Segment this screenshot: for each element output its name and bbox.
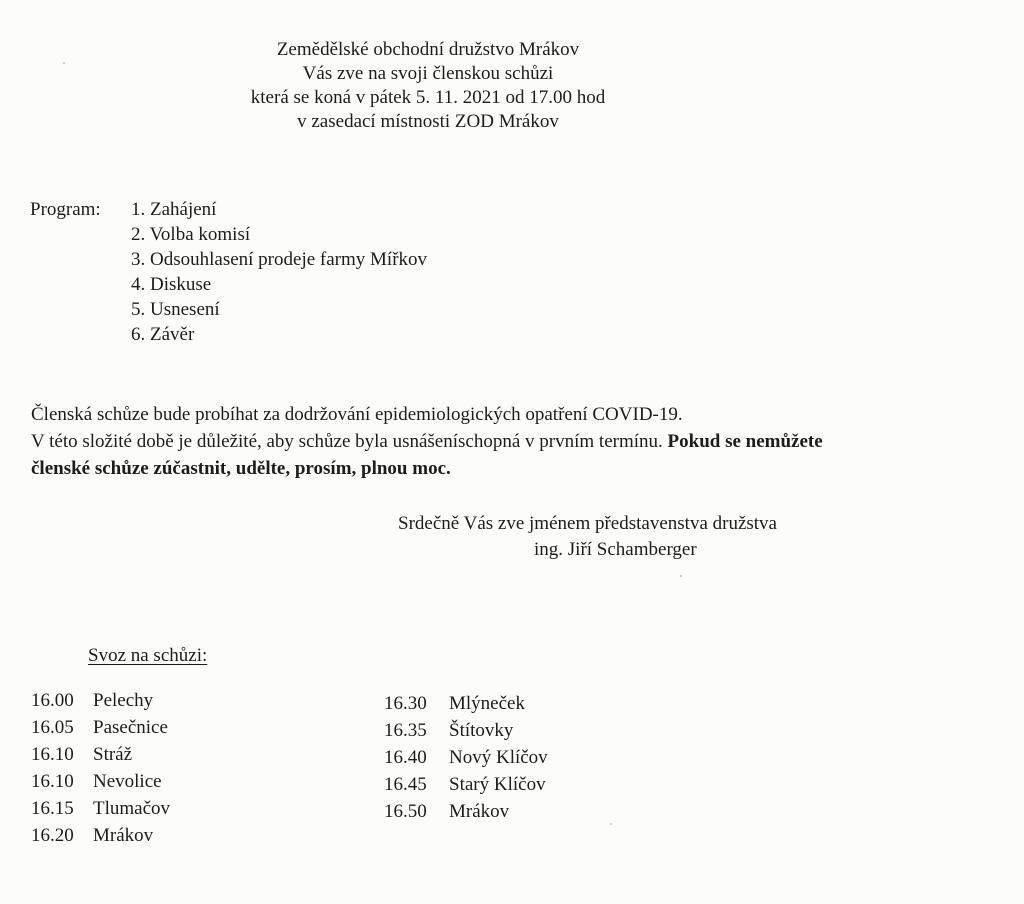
- program-list: [131, 197, 427, 347]
- invitation-line: Vás zve na svoji členskou schůzi: [302, 63, 554, 84]
- schedule-row: [384, 798, 548, 825]
- pickup-time: 16.15: [31, 798, 74, 819]
- pickup-time: 16.05: [31, 717, 74, 738]
- pickup-time: 16.45: [384, 774, 427, 795]
- schedule-row: [31, 687, 170, 714]
- program-label: Program:: [30, 199, 101, 220]
- meeting-location-line: v zasedací místnosti ZOD Mrákov: [297, 111, 559, 132]
- meeting-date-line: která se koná v pátek 5. 11. 2021 od 17.00 hod: [250, 87, 606, 108]
- transport-schedule-left: [31, 687, 170, 849]
- program-item: 5. Usnesení: [131, 299, 220, 320]
- proxy-request-start: Pokud se nemůžete: [667, 431, 823, 452]
- scan-speck: [610, 823, 612, 825]
- schedule-row: [31, 768, 170, 795]
- pickup-time: 16.40: [384, 747, 427, 768]
- notice-line-1: Členská schůze bude probíhat za dodržování epidemiologických opatření COVID-19.: [31, 404, 683, 425]
- pickup-place: Nevolice: [93, 771, 162, 792]
- covid-notice: [31, 401, 1021, 482]
- invitation-header: [0, 38, 856, 134]
- schedule-row: [31, 741, 170, 768]
- pickup-time: 16.20: [31, 825, 74, 846]
- cooperative-name: Zemědělské obchodní družstvo Mrákov: [276, 39, 580, 60]
- signature-greeting: Srdečně Vás zve jménem představenstva družstva: [398, 513, 777, 534]
- program-item: 3. Odsouhlasení prodeje farmy Mířkov: [131, 249, 428, 270]
- pickup-place: Mrákov: [449, 801, 510, 822]
- pickup-place: Mrákov: [93, 825, 154, 846]
- notice-line-2-text: V této složité době je důležité, aby schůze byla usnášeníschopná v prvním termínu.: [31, 431, 663, 452]
- schedule-row: [384, 744, 548, 771]
- schedule-row: [31, 822, 170, 849]
- schedule-row: [384, 690, 548, 717]
- notice-line-3: [31, 455, 1021, 482]
- pickup-time: 16.00: [31, 690, 74, 711]
- program-item: 6. Závěr: [131, 324, 195, 345]
- program-item: 1. Zahájení: [131, 199, 217, 220]
- schedule-row: [31, 795, 170, 822]
- pickup-place: Pelechy: [93, 690, 154, 711]
- pickup-place: Nový Klíčov: [449, 747, 548, 768]
- pickup-time: 16.50: [384, 801, 427, 822]
- schedule-row: [31, 714, 170, 741]
- pickup-place: Tlumačov: [93, 798, 171, 819]
- scan-speck: [63, 62, 65, 64]
- pickup-place: Stráž: [93, 744, 133, 765]
- pickup-time: 16.10: [31, 744, 74, 765]
- signatory-name: ing. Jiří Schamberger: [534, 539, 697, 560]
- pickup-time: 16.10: [31, 771, 74, 792]
- pickup-place: Štítovky: [449, 720, 514, 741]
- pickup-place: Starý Klíčov: [449, 774, 546, 795]
- pickup-time: 16.30: [384, 693, 427, 714]
- transport-heading: Svoz na schůzi:: [88, 645, 208, 666]
- pickup-place: Mlýneček: [449, 693, 525, 714]
- transport-schedule-right: [384, 690, 548, 825]
- proxy-request-end: členské schůze zúčastnit, udělte, prosím, plnou moc.: [31, 458, 451, 479]
- scan-speck: [680, 575, 682, 577]
- program-item: 4. Diskuse: [131, 274, 212, 295]
- schedule-row: [384, 717, 548, 744]
- pickup-time: 16.35: [384, 720, 427, 741]
- pickup-place: Pasečnice: [93, 717, 168, 738]
- schedule-row: [384, 771, 548, 798]
- notice-line-2: [31, 428, 1021, 455]
- program-item: 2. Volba komisí: [131, 224, 251, 245]
